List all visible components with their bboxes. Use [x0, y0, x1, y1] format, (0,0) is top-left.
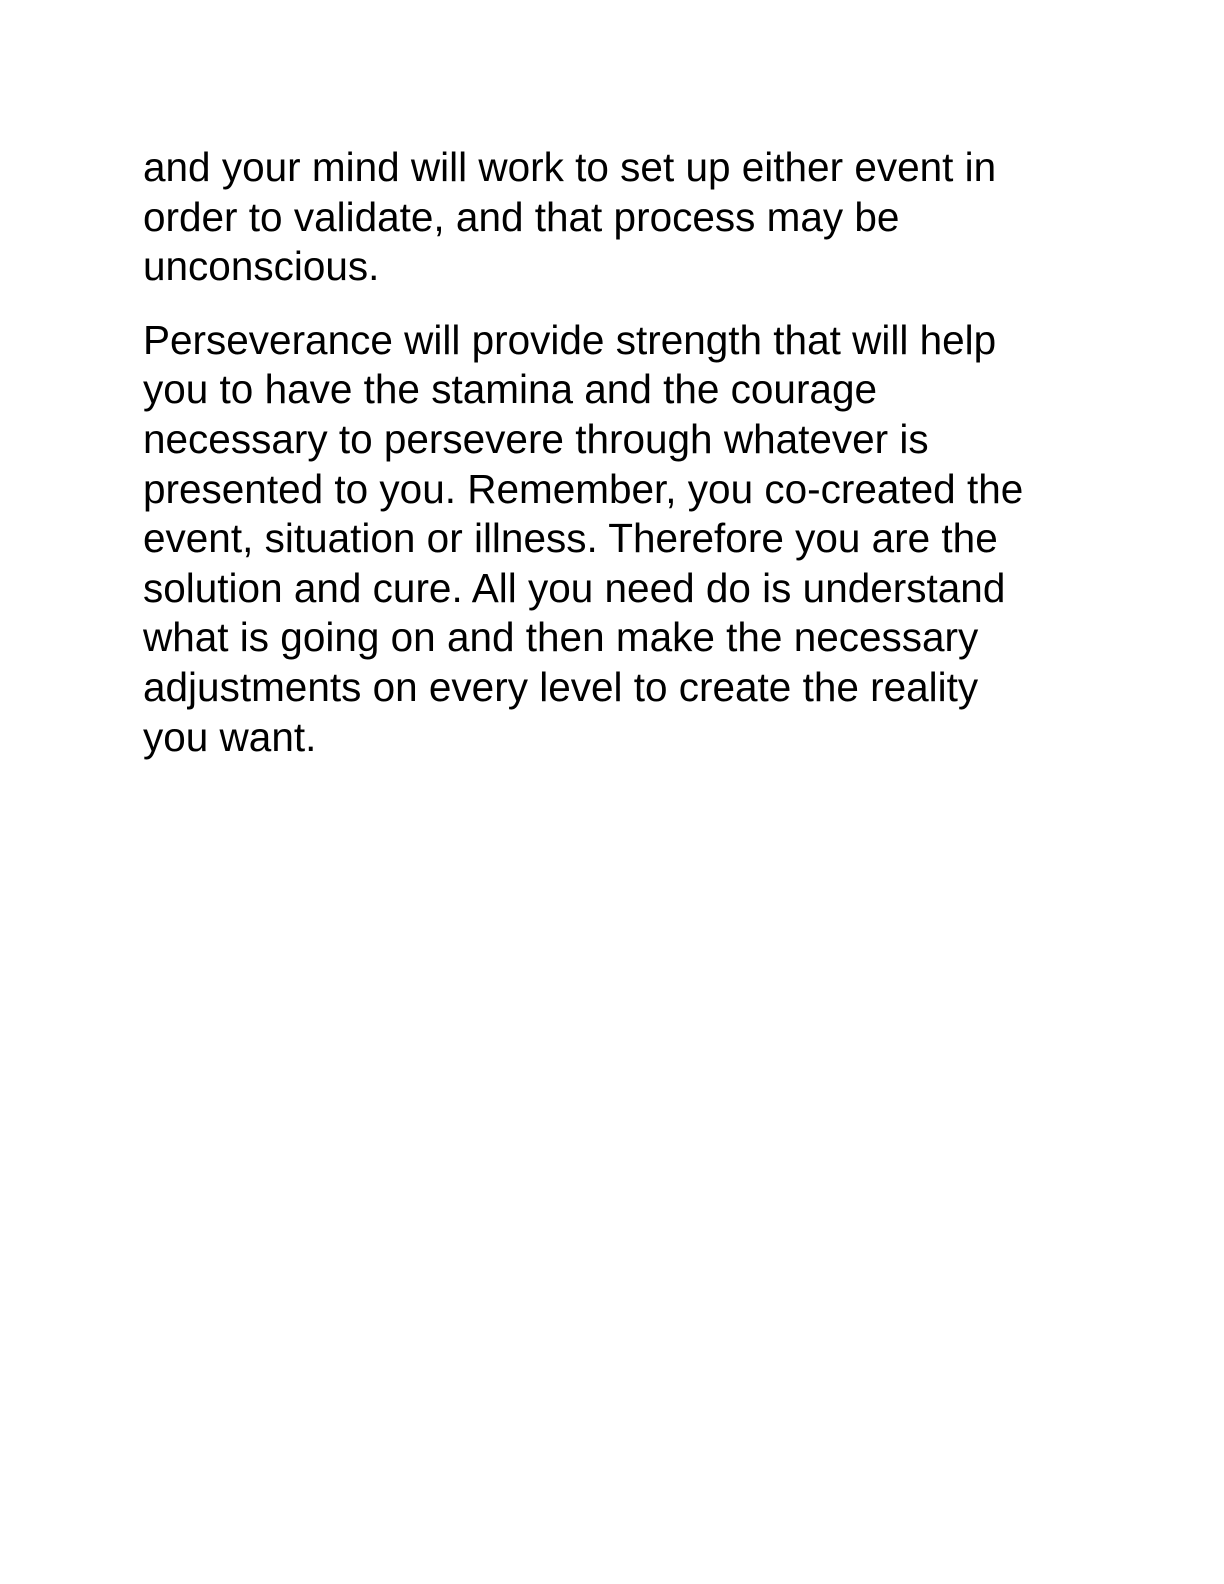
text-line: necessary to persevere through whatever is [143, 415, 929, 462]
paragraph-2 [143, 316, 1083, 762]
text-line: and your mind will work to set up either event in [143, 144, 997, 190]
text-line: you to have the stamina and the courage [143, 366, 878, 413]
text-line: unconscious. [143, 243, 380, 290]
text-line: you want. [143, 713, 317, 760]
text-line: order to validate, and that process may be [143, 193, 900, 240]
paragraph-1 [143, 143, 1083, 292]
text-line: adjustments on every level to create the reality [143, 663, 979, 710]
text-line: what is going on and then make the necessary [143, 614, 979, 661]
body-text [143, 143, 1083, 762]
text-line: presented to you. Remember, you co-created the [143, 465, 1024, 512]
text-line: Perseverance will provide strength that will help [143, 316, 997, 363]
text-line: event, situation or illness. Therefore you are the [143, 515, 998, 562]
text-line: solution and cure. All you need do is understand [143, 564, 1006, 611]
